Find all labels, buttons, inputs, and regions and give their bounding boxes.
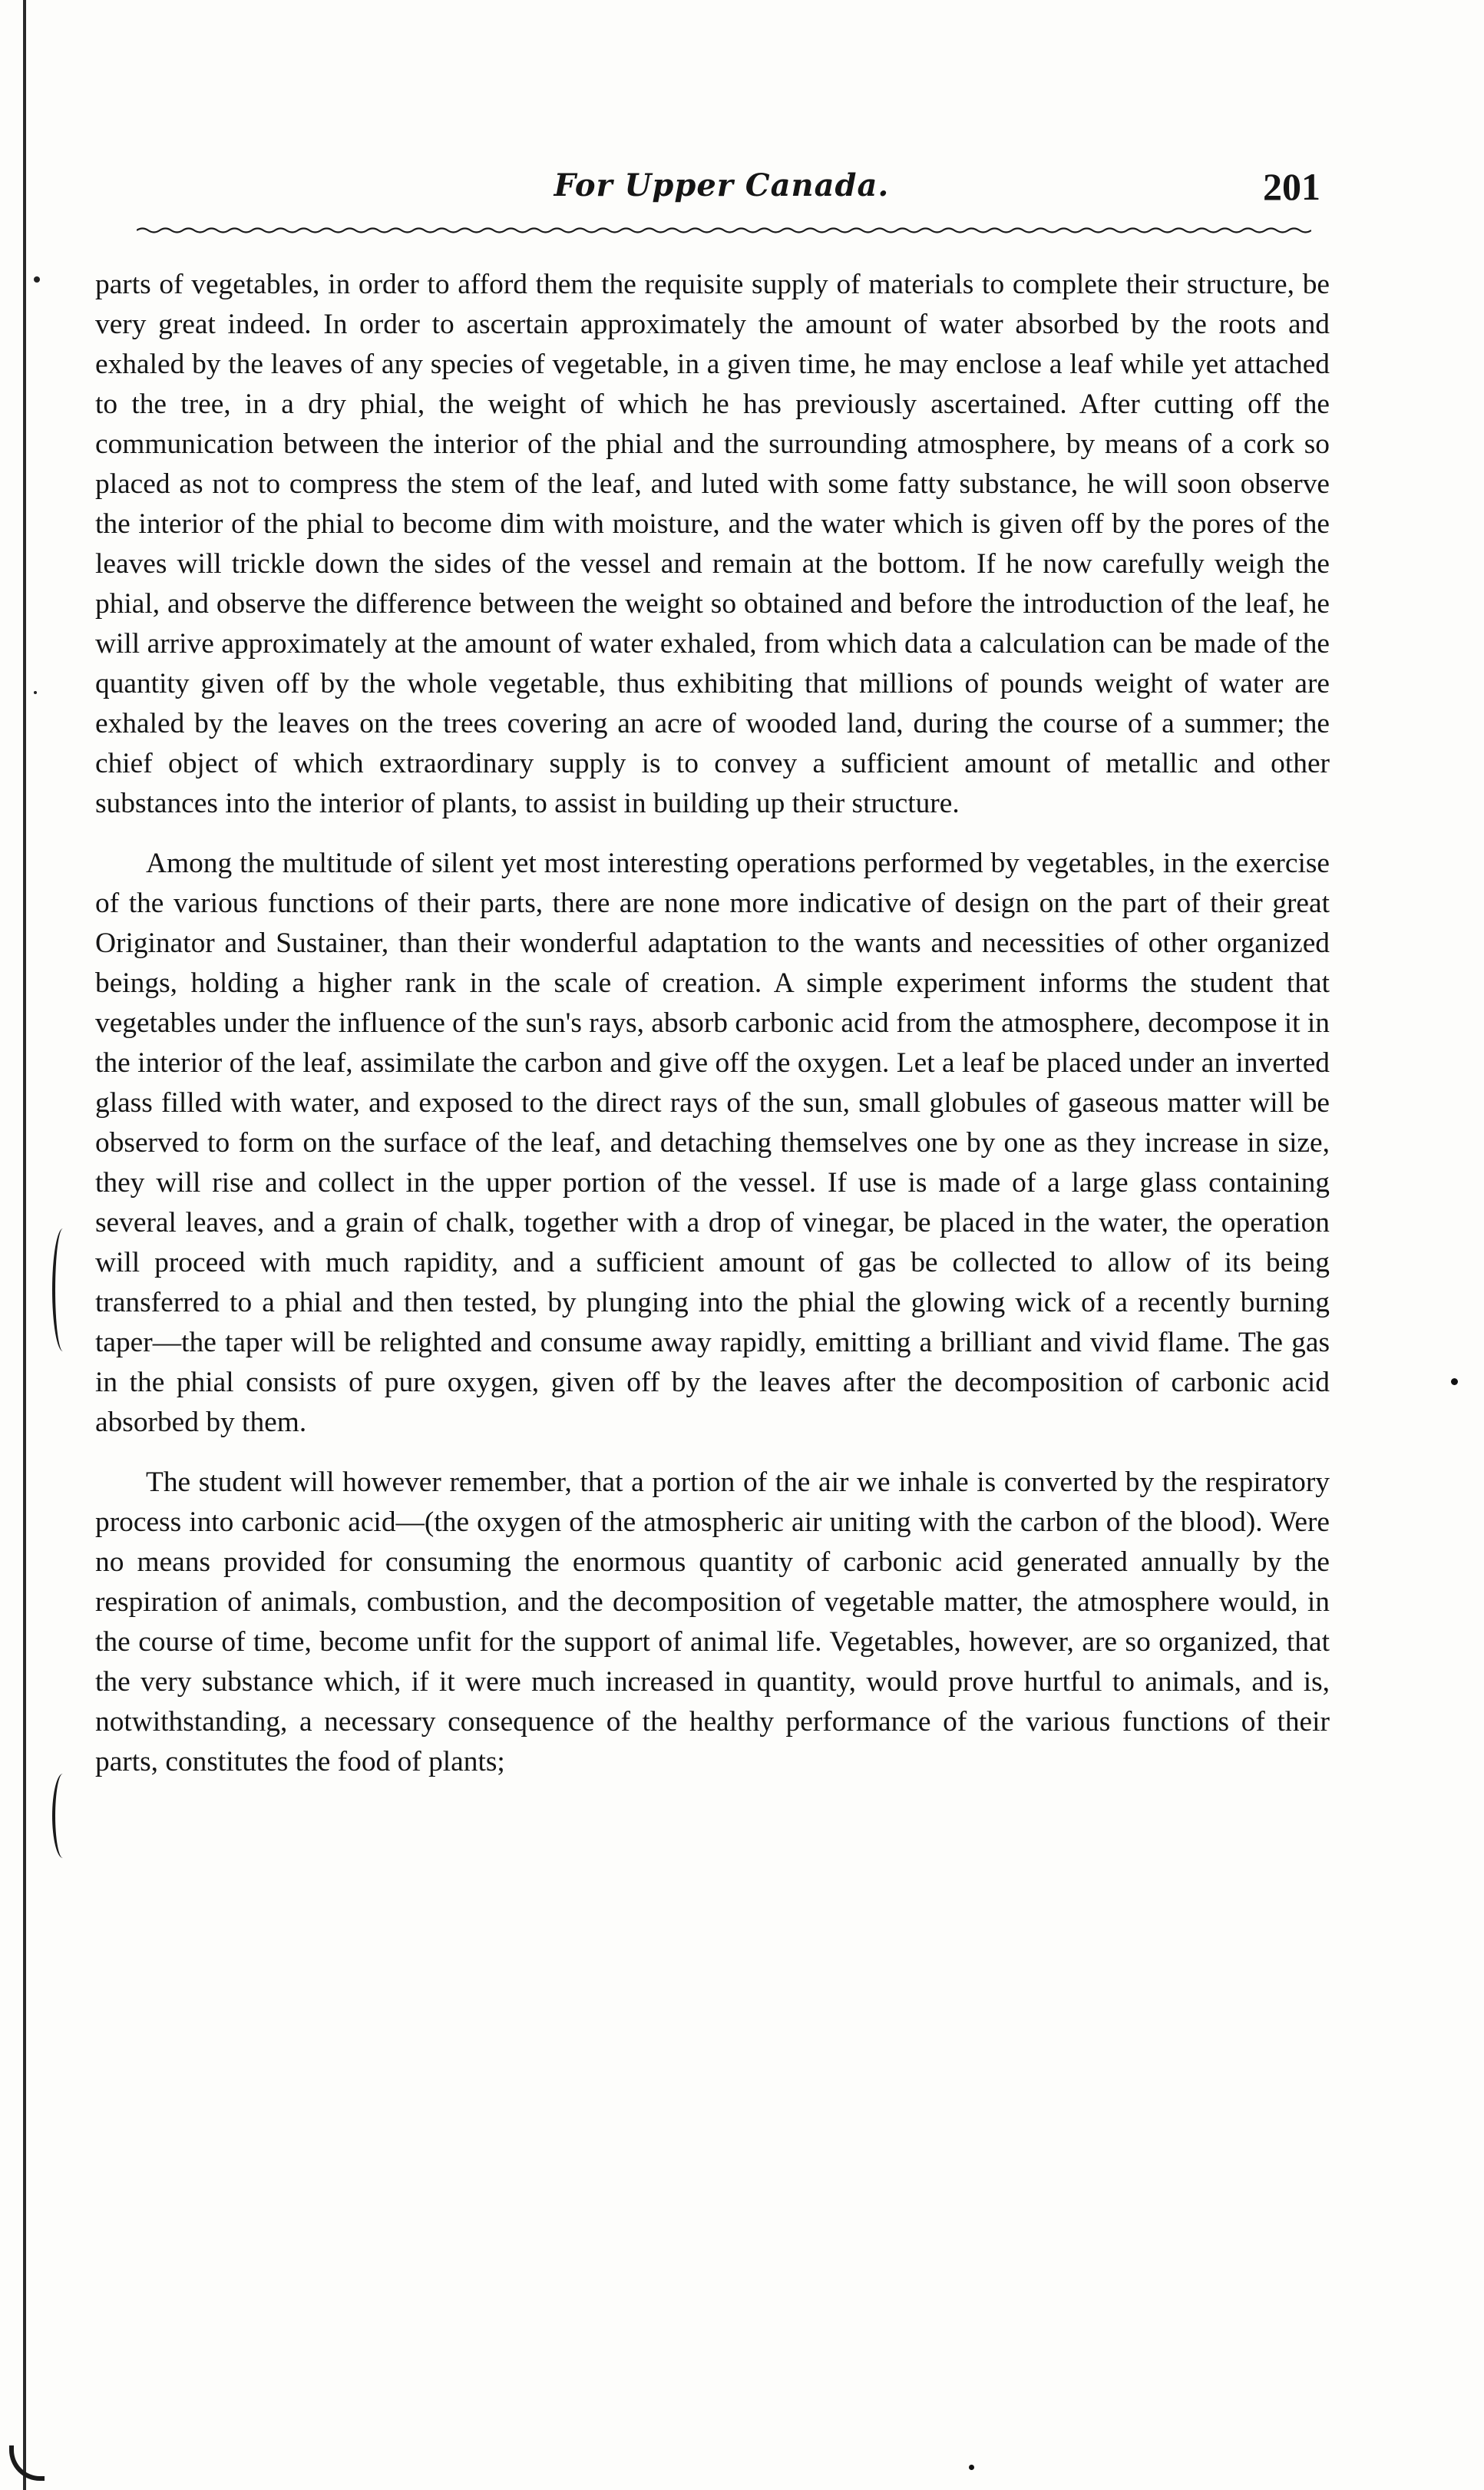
running-head [123,161,1320,223]
margin-mark [34,691,37,694]
header-wavy-rule [137,227,1311,234]
margin-bracket [52,1774,74,1858]
print-speck [969,2465,974,2470]
page-number: 201 [1263,165,1320,208]
binding-foot [9,2445,45,2481]
paragraph: parts of vegetables, in order to afford them the requisite supply of materials to complete their structure, be very great indeed. In order to ascertain approximately the amount of water absorbed by the roots and exhaled by the leaves of any species of vegetable, in a given time, he may enclose a leaf while yet attached to the tree, in a dry phial, the weight of which he has previously ascertained. After cutting off the communication between the interior of the phial and the surrounding atmosphere, by means of a cork so placed as not to compress the stem of the leaf, and luted with some fatty substance, he will soon observe the interior of the phial to become dim with moisture, and the water which is given off by the pores of the leaves will trickle down the sides of the vessel and remain at the bottom. If he now carefully weigh the phial, and observe the difference between the weight so obtained and before the introduction of the leaf, he will arrive approximately at the amount of water exhaled, from which data a calculation can be made of the quantity given off by the whole vegetable, thus exhibiting that millions of pounds weight of water are exhaled by the leaves on the trees covering an acre of wooded land, during the course of a summer; the chief object of which extraordinary supply is to convey a sufficient amount of metallic and other substances into the interior of plants, to assist in building up their structure. [95,269,1330,819]
body-text [95,265,1330,1782]
paragraph: The student will however remember, that a portion of the air we inhale is converted by the respiratory process into carbonic acid—(the oxygen of the atmospheric air uniting with the carbon of the blood). Were no means provided for consuming the enormous quantity of carbonic acid generated annually by the respiration of animals, combustion, and the decomposition of vegetable matter, the atmosphere would, in the course of time, become unfit for the support of animal life. Vegetables, however, are so organized, that the very substance which, if it were much increased in quantity, would prove hurtful to animals, and is, notwithstanding, a necessary consequence of the healthy performance of the various functions of their parts, constitutes the food of plants; [95,1467,1330,1777]
page-binding-edge [23,0,26,2490]
paragraph: Among the multitude of silent yet most interesting operations performed by vegetables, in the exercise of the various functions of their parts, there are none more indicative of design on the part of their great Originator and Sustainer, than their wonderful adaptation to the wants and necessities of other organized beings, holding a higher rank in the scale of creation. A simple experiment informs the student that vegetables under the influence of the sun's rays, absorb carbonic acid from the atmosphere, decompose it in the interior of the leaf, assimilate the carbon and give off the oxygen. Let a leaf be placed under an inverted glass filled with water, and exposed to the direct rays of the sun, small globules of gaseous matter will be observed to form on the surface of the leaf, and detaching themselves one by one as they increase in size, they will rise and collect in the upper portion of the vessel. If use is made of a large glass containing several leaves, and a grain of chalk, together with a drop of vinegar, be placed in the water, the operation will proceed with much rapidity, and a sufficient amount of gas be collected to allow of its being transferred to a phial and then tested, by plunging into the phial the glowing wick of a recently burning taper—the taper will be relighted and consume away rapidly, emitting a brilliant and vivid flame. The gas in the phial consists of pure oxygen, given off by the leaves after the decomposition of carbonic acid absorbed by them. [95,848,1330,1438]
margin-mark [34,276,40,283]
running-title: For Upper Canada. [554,167,890,203]
margin-bracket [52,1228,74,1351]
print-speck [1451,1378,1458,1385]
